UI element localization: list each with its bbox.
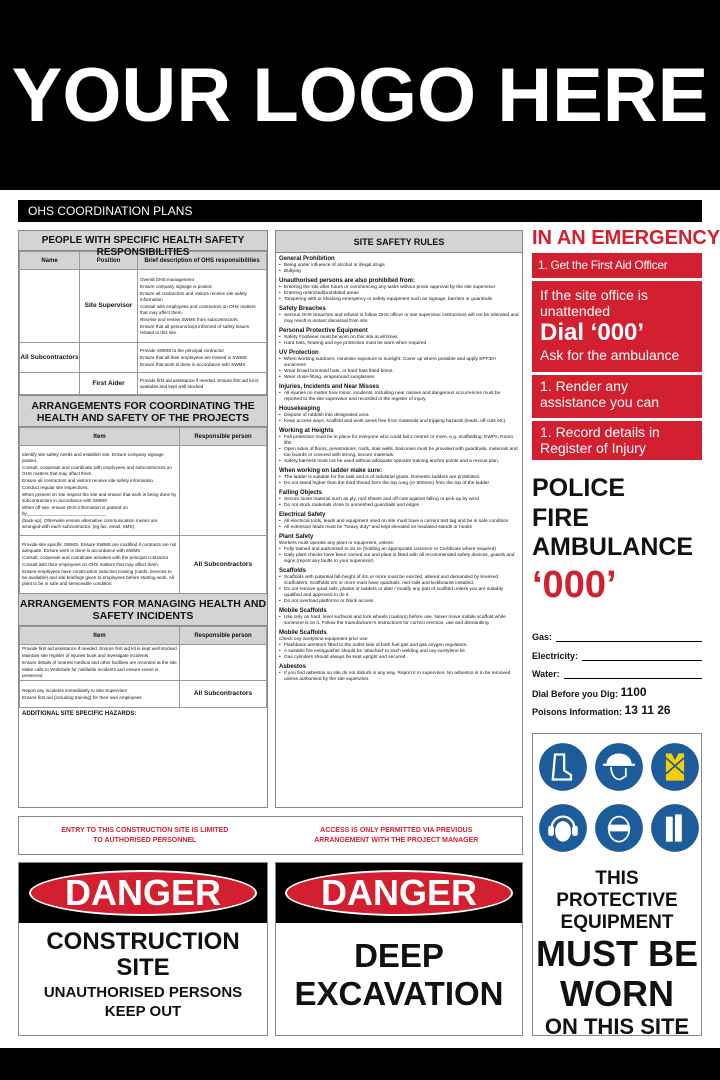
responsibility-item: Overall OHS management [140,276,194,282]
rule-section [276,490,522,509]
rule-item: • Tampering with or blocking emergency or safety equipment such as signage, barriers or guardrails [279,297,519,303]
rule-item: • Daily plant checks have been carried out and plant is fitted with all recommended safety devices, guards and signs (report any faults to your supervisor) [279,553,519,565]
arrangement-item: Ensure first aid (including training) for their own employees [22,694,142,700]
responsible-person-cell: All Subcontractors [180,536,267,594]
danger1-line-4: KEEP OUT [104,1003,182,1020]
water-label: Water: [532,669,560,679]
arrangement-item: Provide site specific SWMS. Ensure SWMS are modified if contracts are not adequate. Ensure work is done in accordance with SWMS [22,542,177,553]
gas-line [556,634,702,642]
rule-item: • Do not stand higher than the third thread form the top rung (or 900mm) from the top of the ladder [279,481,519,487]
rule-item: • Hard hats, hearing and eye protection must be worn when required [279,341,519,347]
ambulance-label: AMBULANCE [532,533,694,561]
rule-item: • Entering the site after hours or commencing any tasks without proior approval by the site supervisor [279,285,519,291]
danger-excavation-sign [275,862,523,1036]
rule-intro: Workers must operate any plant or equipment, unless: [279,541,395,546]
electricity-field [532,651,702,661]
emergency-step-1: 1. Get the First Aid Officer [532,253,702,278]
rule-heading: General Prohibition [279,256,335,262]
table-row [20,270,267,343]
rule-item: • Bullying [279,269,519,275]
rule-intro: Check oxy-acetylene equipment prior use: [279,637,369,642]
incidents-title: ARRANGEMENTS FOR MANAGING HEALTH AND SAFETY INCIDENTS [19,594,267,626]
table-row [20,681,267,708]
rule-section [276,350,522,381]
rule-item: • Entering restricted/prohibited areas [279,291,519,297]
water-line [564,671,702,679]
responsibility-item: Ensure that all their employees are trained in SWMS [140,354,247,360]
ohs-title-bar: OHS COORDINATION PLANS [18,200,702,222]
rule-item: • All extension leads must be "heavy duty" and kept elevated on insulated stands or hooks [279,525,519,531]
arrangement-item: (back-up). Otherwise ensure alternative communication means are arranged with each subcontractor. (eg fax, email, SMS). [22,517,158,529]
rules-title: SITE SAFETY RULES [276,231,522,253]
rule-section [276,406,522,425]
rule-section [276,664,522,683]
danger-construction-sign [18,862,268,1036]
col-header: Position [80,252,138,270]
rule-list [279,541,519,565]
rule-heading: Unauthorised persons are also prohibited from: [279,278,416,284]
item-cell [20,645,180,681]
rule-section [276,512,522,531]
table-row [20,536,267,594]
arrangement-item: Ensure details of nearest medical and other facilities are recorded at the site [22,660,177,665]
responsibility-item: Ensure that work is done in accordance with SWMS [140,361,246,367]
table-row [20,645,267,681]
rule-item: • If you find asbestos on site do not disturb in any way. Report it to supervisor. No asbestos is to be removed unless authorised by the site supervisor. [279,671,519,683]
rule-item: • When working outdoors, minimise exposure to sunlight. Cover up where possible and apply SPF30+ sunscreen [279,357,519,369]
arrangement-item: Consult, cooperate and coordinate with employees and subcontractors on OHS matters that may affect them. [22,464,172,476]
position-cell: First Aider [80,373,138,395]
danger1-line-1: CONSTRUCTION [46,928,240,955]
rule-item: • Safety harness must not be used without adequate operator training anchor points and a rescue plan. [279,459,519,465]
rule-heading: Falling Objects [279,490,323,496]
entry-notice: ENTRY TO THIS CONSTRUCTION SITE IS LIMITED TO AUTHORISED PERSONNEL [61,826,229,844]
responsibility-item: Consult with employees and contractors on OHS matters that may affect them. [140,303,256,315]
dial-before-you-dig [532,685,647,699]
arrangement-item: Ensure employees have construction induction training (cards, licences to be available) and site briefings given to employees before starting work. All plant to be in safe and serviceable condition. [22,569,174,586]
danger1-line-2: SITE [116,954,170,981]
rule-heading: Safety Breaches [279,306,326,312]
table-row [20,446,267,536]
description-cell [138,373,267,395]
table-row [20,343,267,373]
table-row [20,373,267,395]
poisons-label: Poisons Information: [532,707,622,717]
safety-boots-icon [538,742,588,797]
ask-ambulance: Ask for the ambulance [540,347,680,363]
people-title: PEOPLE WITH SPECIFIC HEALTH SAFETY RESPONSIBILITIES [19,231,267,251]
arrangement-item: Report any incidents immediately to Site Supervisor [22,687,128,693]
rule-list [279,475,519,487]
arrangement-item: Maintain site register of injuries book and investigate incidents [22,653,149,658]
people-table [19,251,267,395]
item-cell [20,681,180,708]
gas-field [532,632,702,642]
rule-list [279,575,519,605]
ppe-line-3: MUST BE [536,933,698,974]
rule-list [279,285,519,303]
gloves-icon [650,803,700,858]
rule-item: • Wear broad brimmed hats, or hard hats fitted brims. [279,369,519,375]
unattended-text: If the site office is unattended [540,287,648,319]
responsible-person-cell [180,446,267,536]
rule-heading: Scaffolds [279,568,307,574]
rule-item: • Do not stock materials close to unmeshed guardrails and edges [279,503,519,509]
logo-placeholder: YOUR LOGO HERE [0,0,720,190]
hard-hat-icon [594,742,644,797]
arrangement-item: Consult, cooperate and coordinate activities with the principal contractor [22,555,169,560]
arrangement-item: Make calls to WorkSafe for notifiable incidents and ensure scene is preserved [22,667,159,678]
rule-list [279,413,519,425]
danger2-line-2: EXCAVATION [294,975,504,1012]
arrangement-item: When off-site, ensure OHS information is passed on by_______________________________ [22,504,128,516]
dial-000: Dial ‘000’ [540,319,645,346]
rule-section [276,534,522,565]
responsibility-item: Ensure all contractors and visitors receive site safety information [140,290,247,302]
rule-list [279,313,519,325]
rule-heading: Personal Protective Equipment [279,328,368,334]
rule-item: • Use only on hard, level surfaces and lock wheels (castors) before use. Never move mobile scaffold while someone is on it. Follow the manufacturer's instructions for correct erection, use and dismantling [279,615,519,627]
rule-heading: Plant Safety [279,534,314,540]
site-safety-rules-panel [275,230,523,808]
ppe-line-1: THIS PROTECTIVE [556,868,678,911]
water-field [532,669,702,679]
rule-list [279,671,519,683]
rule-heading: Mobile Scaffolds [279,608,327,614]
col-header: Name [20,252,80,270]
item-cell [20,446,180,536]
ohs-plans-panel [18,230,268,808]
poisons-information [532,703,671,717]
rule-list [279,497,519,509]
name-cell [20,373,80,395]
rule-section [276,630,522,661]
danger-label: DANGER [29,870,257,916]
col-header: Item [20,428,180,446]
arrangement-item: Consult with their employees on OHS matters that may affect them. [22,562,160,567]
rule-item: • Being under influence of alcohol or illegal drugs [279,263,519,269]
rule-section [276,428,522,465]
arrangement-item: Provide first aid assistance if needed. Ensure first aid kit is kept well stocked [22,646,177,651]
name-cell: All Subcontractors [20,343,80,373]
rule-list [279,391,519,403]
rule-heading: Mobile Scaffolds [279,630,327,636]
coord-title: ARRANGEMENTS FOR COORDINATING THE HEALTH AND SAFETY OF THE PROJECTS [19,395,267,427]
ppe-line-4: WORN [560,973,674,1014]
electricity-line [582,653,702,661]
responsible-person-cell [180,645,267,681]
rule-list [279,615,519,627]
danger2-line-1: DEEP [354,937,444,974]
access-notice [18,816,523,855]
rule-item: • Fall protection must be in place for everyone who could fall 2 metres or more, e.g. scaffolding, EWPs, Room lifts [279,435,519,447]
description-cell [138,343,267,373]
ppe-sign [532,733,702,1039]
danger-label: DANGER [285,870,513,916]
rule-section [276,306,522,325]
rule-item: • Gas cylinders should always be kept upright and secured [279,655,519,661]
rule-heading: Housekeeping [279,406,321,412]
emergency-title: IN AN EMERGENCY [532,227,720,249]
rule-section [276,468,522,487]
rule-item: • Fully trained and authorised to do so (holding an appropriate Liscence or Certificate where required) [279,547,519,553]
danger1-line-3: UNAUTHORISED PERSONS [43,984,243,1001]
rule-section [276,384,522,403]
responsibility-item: Ensure that all persons kept informed of safety issues related to this site. [140,323,250,335]
rule-heading: Injuries, Incidents and Near Misses [279,384,380,390]
rule-heading: Working at Heights [279,428,334,434]
rule-heading: UV Protection [279,350,319,356]
position-cell: Site Supervisor [80,270,138,343]
col-header: Brief description of OHS responsibilities [138,252,267,270]
responsibility-item: Provide SWMS to the principal contractor [140,347,224,353]
arrangement-item: Ensure all contractors and visitors receive site safety information. [22,477,155,483]
poisons-number: 13 11 26 [624,703,671,717]
incidents-table [19,626,267,708]
rule-section [276,278,522,303]
rule-item: • Safety Footwear must be worn on this site at all times [279,335,519,341]
gas-label: Gas: [532,632,553,642]
arrangement-item: Conduct regular site inspections. [22,484,89,490]
rule-heading: When working on ladder make sure: [279,468,383,474]
item-cell [20,536,180,594]
ppe-line-5: ON THIS SITE [544,1014,690,1039]
rule-list [279,637,519,661]
access-permission-notice: ACCESS IS ONLY PERMITTED VIA PREVIOUS ARRANGEMENT WITH THE PROJECT MANAGER [314,826,479,844]
rule-list [279,519,519,531]
police-label: POLICE [532,474,626,502]
rule-item: • The ladder is suitable for the task and is of industrial grade. Domestic ladders are prohibited. [279,475,519,481]
ppe-line-2: EQUIPMENT [560,912,674,933]
emergency-step-3: 1. Record details in Register of Injury [532,421,702,460]
rule-item: • Open sides of floors, penetrations, roofs, stair wells, balconies must be provided with guardrails, materials and toe boards or covered with strong, secure materials. [279,447,519,459]
description-cell [138,270,267,343]
rule-item: • Keep access ways, scaffold and work areas free from materials and tripping hazards (leads, off-cuts etc). [279,419,519,425]
name-cell [20,270,80,343]
rule-section [276,608,522,627]
arrangement-item: When present on site inspect the site and ensure that work is being done by subcontractors in accordance with SWMS [22,491,177,503]
responsible-person-cell: All Subcontractors [180,681,267,708]
col-header: Responsible person [180,627,267,645]
arrangement-item: Identify site safety needs and establish site. Ensure company signage posted. [22,451,164,463]
responsibility-item: Receive and review SWMS from subcontractors. [140,316,239,322]
emergency-number: ‘000’ [532,563,617,606]
rule-item: • Dispose of rubbish into designated area [279,413,519,419]
rule-item: • Serious OHS breaches and refusal to follow OHS officer or site supervisor instructions will not be tolerated and may result in instant dismissal from site [279,313,519,325]
rule-heading: Electrical Safety [279,512,326,518]
rule-item: • Do not overload platforms or block access [279,599,519,605]
rule-item: • Secure loose material such as ply, roof sheets and off-cuts against falling or pick-up by wind [279,497,519,503]
responsibility-item: Ensure company signage is posted [140,283,212,289]
rule-item: • Do not remove quad rails, planks or ladders or alter / modify any part of scaffold unless you are suitably qualified and approved to do it. [279,587,519,599]
fire-label: FIRE [532,503,589,532]
rule-list [279,357,519,381]
rule-item: • A suitable fire extinguisher should be 'attached' to each welding and oxy-acetylene kit [279,649,519,655]
footer-bar [0,1048,720,1080]
dbyd-number: 1100 [620,685,647,699]
safety-glasses-icon [594,803,644,858]
hi-vis-vest-icon [650,742,700,797]
ear-protection-icon [538,803,588,858]
rule-list [279,263,519,275]
rule-section [276,568,522,605]
rule-list [279,435,519,465]
electricity-label: Electricity: [532,651,579,661]
rule-item: • All injuries no matter how minor, incidents, including near misses and dangerous occurrences must be reported to the site supervisor and recorded in the register of injury. [279,391,519,403]
rule-item: • All electrical tools, leads and equipment used on site must have a current test tag and be in safe condition [279,519,519,525]
rule-heading: Asbestos [279,664,307,670]
col-header: Responsible person [180,428,267,446]
rule-item: • Scaffolds with potential fall-height of 4m or more must be erected, altered and demanded by licensed scaffolders. Scaffolds 2m or more must have quadrails. mid-rails and kickboards installed. [279,575,519,587]
dbyd-label: Dial Before you Dig: [532,689,619,699]
position-cell [80,343,138,373]
rule-item: • Flashback arrestors fitted to the outlet side of both fuel gas and gas oxygen regulators. [279,643,519,649]
col-header: Item [20,627,180,645]
responsibility-item: Provide first aid assistance if needed. Ensure first aid kit is available and kept well stocked [140,377,259,389]
additional-hazards-label: ADDITIONAL SITE SPECIFIC HAZARDS: [22,711,137,717]
rule-section [276,328,522,347]
emergency-step-2: 1. Render any assistance you can [532,375,702,418]
coord-table [19,427,267,594]
services-list [532,474,693,607]
emergency-dial-box [532,281,702,372]
rule-list [279,335,519,347]
rule-item: • Wear close-fitting, wraparound sunglasses [279,375,519,381]
rule-section [276,256,522,275]
